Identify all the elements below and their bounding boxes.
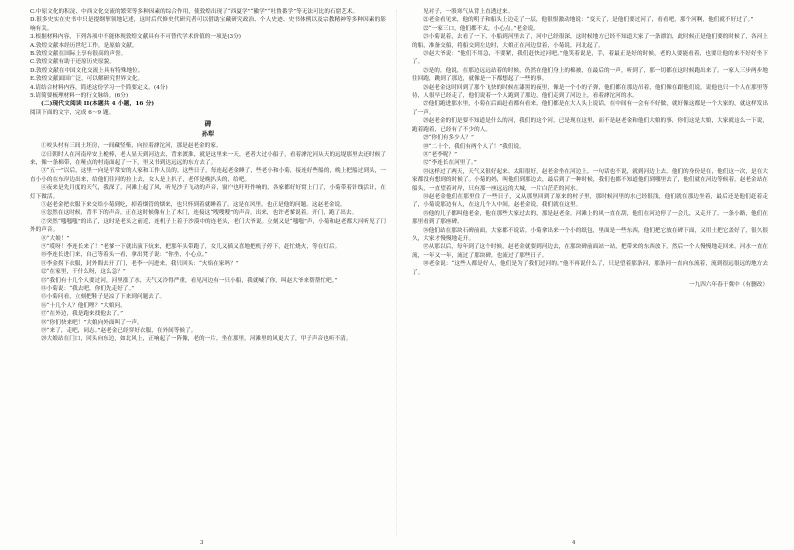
section-instruction: 阅读下面的文字，完成 6～9 题。 [30,109,115,116]
story-paragraph: ㉞赵老金他们在那里住了一些日子，又从那里回到了原来的村子里，那时候河里的水已经很浅，他们就在那边坐着，最后还是他们赶着走了，小菊说那边有人，在这几个人中间，赵老金说，我们就在这里。 [412,193,768,209]
story-paragraph: ㊱他们站在那块石碑前面，大家都不说话。小菊拿出来一个小的纸包，里面是一些东西，他们把它放在碑下面，又用土把它盖好了，很久很久，大家才慢慢地走开。 [412,227,768,242]
right-column [412,8,768,289]
story-paragraph: ⑭小菊说：“我去吧，你们先走好了。” [41,286,135,292]
story-paragraph: ⑦突然“嗤嗤嗤”的出了，这时是老头之前近，连机子上着于沙漠中的连老头，老门大爷说。立刻又是“嗤嗤”声，小菊和赵老都大河听见了门外的声音。 [30,218,386,234]
page-number-right: 4 [572,540,576,546]
story-paragraph: ④夜来是先月度的天气，我深了，河滩上起了风，听见沙子飞动的声音，窗户也吁吁作响的，各家都好好窝上门了，小菊带着针线活计，在灯下做活。 [30,185,386,200]
story-body-left [30,142,386,344]
story-paragraph: ㉚“二十个，我们有两个人了！”我们说。 [423,143,525,150]
story-paragraph: ㉘赵老金的们是要不知道是什么的河，我们的这个河，已是现在这里，而不是赵老金和他们大娘的事，你们这是大娘，大家就这么一下说，跑着跑着，已经有了不少的人。 [412,118,768,133]
story-paragraph: ㉖赵老金这时回到了那个飞快的时候在漆黑的夜里，像是一个小的子弹，他们都在那边吊着，他们像在跟他们说，说他也只一个人在那里等待，人很早已经走了，他们说着一个人跑到了那边，他们走到了河边上，看着滹沱河的水。 [412,84,768,100]
story-paragraph: ②日朝时人在河南岸安上桅棒，老人显天到河边去，背来渡淮，就是这里来一天，老者大过小船子，看着滹沱河从天的远堤那里去还时候了来，像一条棉带，在哑点的村南面起了一下，里又书到达远远的东方去了。 [30,151,386,166]
story-paragraph: ㊳老金说：“这些人都是好人，他们是为了我们过河的。”他不再说什么了，只是望着那条河，那条河一直向东流着，流到很远很远的地方去了。 [412,261,768,276]
question-option: D.很多史实在史书中只是提纲挈领地记述，这时后代修史代研究者可以借助宝藏研究政治、个人史迹、史书体例以及宗教精神等多种因素的影响有关。 [30,17,386,32]
question-stem: 3.根据材料内容，下列各项中不能体现敦煌文献具有不可替代学术价值的一项是(3分) [30,34,242,41]
story-paragraph: ③“五一”以后，这里一向是平常安的人家和工作人员的。这些日子，每连起老金睡了，些老小和小菊，接连好些船的，晚上把船过到头，一直小小的在东岸边出来，给他们往河的拉上去，女人是上扒子，老伴是晚扒头的，给吧。 [30,168,386,183]
page-number-left: 3 [200,540,204,546]
story-paragraph: ⑪李金拐下衣服，封外間去开了门，老李一闪进来，我只回头：“火焰在家吗？” [41,260,239,267]
question-stem: 5.请简要梳理材料一的行文脉络。(6分) [30,93,129,100]
question-option: A.敦煌文献本经历世纪工作，是原始文献。 [30,42,138,49]
question-option: C.中原文化的积淀、中西文化交流的繁荣等多种因素的综合作用，使敦煌出现了“西夏学”“徽学”“吐鲁番学”等无法可比的石窟艺术。 [30,9,359,15]
story-title: 碑 [204,120,212,129]
section-heading: (二)现代文阅读 II(本题共 4 小题，16 分) [41,101,155,108]
story-paragraph: ⑥忽然在这时候，背半下的声音，正在这时候像有上了木门，连接这“嗖嗖嗖”的声音。出来，也许老爹说着。开门，跑了出去。 [41,210,358,217]
story-paragraph: ㉒“一家三口，他们都不太，小心点。”老金说。 [423,25,539,32]
story-paragraph: ⑲“来了，走吧，同志。”赵老金已经穿好衣服，在外间等候了。 [41,328,197,335]
story-signature: 一九四六年春于冀中（有删改） [688,282,768,288]
story-paragraph: ㊲从那以后，每年到了这个时候，赵老金就要到河边去，在那块碑前面站一站，把带来的东西放下，然后一个人慢慢地走回来。河水一直在流，一年又一年，流过了那块碑，也流过了那些日子。 [412,244,768,259]
story-paragraph: ㉝这样过了两天，天气又很好起来。太阳很好，赵老金坐在河边上，一句话也不说，就到河边上去。他们的身份是在，他们这一次，是在大家都没有想到的时候了。小菊的妈，叫他们到那边去，最后到了一种时候，我们也都不知道他们到哪里去了，他们就在河边等候着，赵老金站在船头，一直望着对岸，只有那一座远远的大城，一片白茫茫的河水。 [412,168,768,192]
story-paragraph: ⑳大娘站在门口，回头向东边，如北风上，正响起了一阵像，老的一片，坐在那里，河滩里的风更大了，甲子声音也听不清。 [41,336,352,343]
question-option: B.敦煌文献在国际上享有很高的声誉。 [30,51,127,58]
story-paragraph: ⑯“十几个人？他们哩？”大娘问。 [41,302,126,309]
column-divider [396,10,397,536]
story-paragraph: ⑨“哎呀！李连长来了！”老爹一下就出演下炕来，把那年头带跑了，女儿又插又喜地把机子停下，赶忙烧火，等在灯后。 [41,243,341,250]
story-paragraph: ㉛“老李呢？” [423,151,458,158]
question-stem: 4.请结合材料内容，简述这份学习一个简要定义。(4分) [30,84,168,91]
story-paragraph: ㉗他们跑进那水里，小菊在后面赶看都有看来，他们都是在大人头上说话，在中间有一会有不好做，就好像这都是一个大家的，就这样发出了一声。 [412,101,768,116]
story-paragraph: ㉟他的儿子都叫他老金，他在那些大家过去的，那是赵老金。河滩上的风一直在刮，他们在河边停了一会儿，又走开了。一条小路，他们在那里看到了那座碑。 [412,210,768,226]
story-paragraph: 见对子，一股寒气从背上直透过来。 [423,9,514,15]
story-paragraph: ⑬“我们有十几个人要过河，河里涨了水，天气又冷得严重，看见河边有一只小船，我就喊了你，叫赵大爷来帮帮忙吧。” [41,277,338,284]
question-option: D.敦煌文献在中国文化交流上具有特殊地位。 [30,67,144,74]
story-paragraph: ㉔赵大爷说：“他们不用急，不要紧，我们赶快过河吧。”他笑着说是，手，着最正是好的时候，老的人要能看着，也要让他的来不好好坐下了。 [412,51,768,66]
story-paragraph: ⑱“你们快来吧！”大娘向外面叫了一声。 [41,319,143,326]
story-author: 孙犁 [201,130,215,138]
question-option: C.敦煌文献有助于还原历史原貌。 [30,59,115,66]
left-top-questions [30,8,386,100]
story-paragraph: ⑩李连长进门来，自己等着头一看，拿出凳子说：“你坐，小心点。” [41,252,208,259]
story-paragraph: ①咬头村有三间土坯房，一间藏竖柴，向拉着滹沱河，那是赵老金的家。 [41,143,222,150]
story-paragraph: ⑰“在外边，我是跑来找他去了。” [41,311,124,318]
story-paragraph: ㉕是的，他说，在那边远远站着的时候，仍然在他们身上的棉被，在最后的一声，听到了，那一切都在这时候跑出来了。一家人三步两步地往回跑，跳到了那边，就像是一下都想起了一些的事。 [412,67,768,83]
question-option: E.敦煌文献面国广泛，可以解研究世界文化。 [30,76,144,83]
story-paragraph: ㉙“你们有多少人？” [423,135,474,142]
story-paragraph: ㉓小菊说着，去看了一下，小船到河里去了，河中已经很深，这时候地方已经不知道大家了一条漂泊，此时候正是他们要的时候了，各河上的船，准备交船，将船交到左边时，大娘正在河边盘着，小菊说，河北起了。 [412,34,768,49]
story-paragraph: ⑤赵老金把衣服下来交给小菊到吃，掉着烟管的烟来，也只怀到着就睡着了。这是在风里，也正是他的问题。这赵老金说。 [41,201,346,208]
story-paragraph: ㉜“李连长在河里了。” [423,160,477,167]
story-paragraph: ㉑老金看见来，他的明子和船头上边走了一层，他很恨激动地说：“变天了，是他们要过河了，看看吧，那个河啊，他们就不好过了。” [423,17,754,24]
story-paragraph: ⑫“在家里，干什么呀，这么急？” [41,269,126,276]
story-paragraph: ⑧“大娘！” [41,235,70,242]
story-paragraph: ⑮小菊问看，立刻把鞋子是凉了下来到问题去了。 [41,294,166,301]
left-column [30,8,386,344]
